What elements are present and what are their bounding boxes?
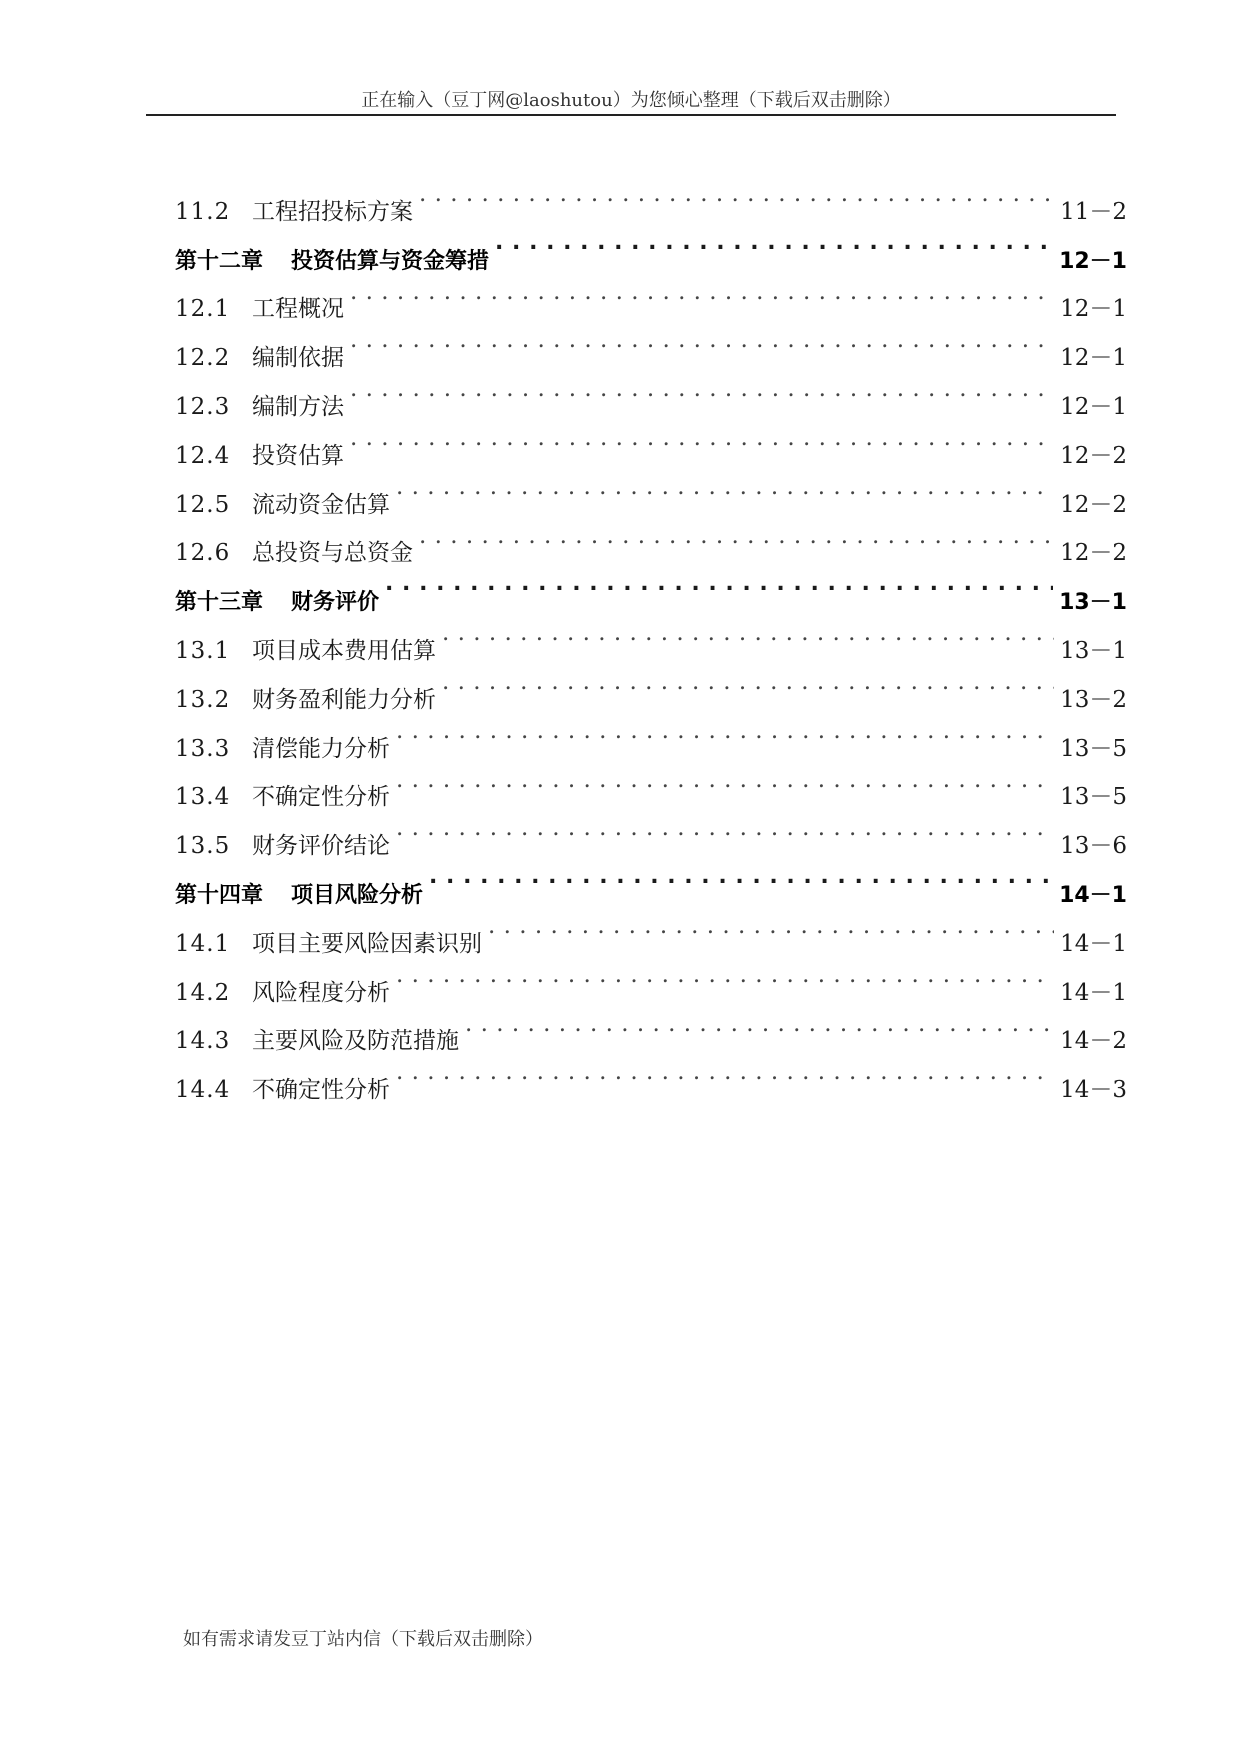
toc-entry-title: 清偿能力分析 — [252, 735, 390, 762]
toc-dot-leader — [442, 658, 1054, 707]
header-divider — [146, 114, 1116, 116]
toc-dot-leader — [396, 1048, 1054, 1097]
toc-entry-number: 13.3 — [175, 735, 231, 762]
toc-entry-title: 投资估算与资金筹措 — [291, 248, 490, 274]
toc-entry-title: 流动资金估算 — [252, 491, 390, 518]
toc-dot-leader — [488, 902, 1054, 951]
toc-entry-page: 12－2 — [1060, 540, 1127, 567]
toc-section-entry[interactable] — [175, 170, 1127, 225]
toc-entry-number: 第十三章 — [175, 590, 264, 616]
toc-dot-leader — [396, 463, 1054, 512]
toc-dot-leader — [396, 804, 1054, 853]
toc-entry-number: 12.3 — [175, 393, 231, 420]
toc-entry-page: 14－1 — [1059, 882, 1127, 908]
toc-entry-number: 13.4 — [175, 784, 231, 811]
toc-entry-page: 12－1 — [1060, 393, 1127, 420]
toc-dot-leader — [396, 707, 1054, 756]
toc-entry-page: 13－1 — [1060, 637, 1127, 664]
toc-entry-number: 13.5 — [175, 833, 231, 860]
toc-entry-number: 14.3 — [175, 1028, 231, 1055]
toc-entry-page: 12－2 — [1060, 491, 1127, 518]
toc-dot-leader — [442, 609, 1054, 658]
toc-entry-number: 14.2 — [175, 979, 231, 1006]
toc-entry-number: 12.5 — [175, 491, 231, 518]
toc-entry-number: 第十二章 — [175, 248, 264, 274]
toc-entry-title: 财务评价 — [291, 590, 380, 616]
toc-entry-title: 财务评价结论 — [252, 833, 390, 860]
toc-entry-page: 14－3 — [1060, 1077, 1127, 1104]
toc-dot-leader — [396, 951, 1054, 1000]
toc-entry-page: 13－6 — [1060, 833, 1127, 860]
toc-entry-number: 13.2 — [175, 686, 231, 713]
toc-dot-leader — [396, 756, 1054, 805]
toc-entry-number: 14.4 — [175, 1077, 231, 1104]
toc-entry-page: 14－1 — [1060, 979, 1127, 1006]
toc-entry-page: 13－2 — [1060, 686, 1127, 713]
toc-entry-title: 工程概况 — [252, 296, 344, 323]
toc-dot-leader — [465, 1000, 1054, 1049]
page-footer: 如有需求请发豆丁站内信（下载后双击删除） — [183, 1629, 543, 1650]
toc-entry-title: 不确定性分析 — [252, 784, 390, 811]
toc-entry-title: 编制依据 — [252, 345, 344, 372]
toc-entry-title: 项目风险分析 — [291, 882, 424, 908]
toc-entry-title: 项目主要风险因素识别 — [252, 930, 482, 957]
toc-dot-leader — [495, 219, 1053, 268]
toc-entry-number: 12.2 — [175, 345, 231, 372]
toc-dot-leader — [350, 268, 1054, 317]
toc-entry-number: 12.1 — [175, 296, 231, 323]
toc-entry-page: 12－1 — [1060, 296, 1127, 323]
page-header: 正在输入（豆丁网@laoshutou）为您倾心整理（下载后双击删除） — [361, 90, 901, 111]
toc-entry-number: 14.1 — [175, 930, 231, 957]
toc-entry-number: 12.6 — [175, 540, 231, 567]
toc-entry-page: 13－5 — [1060, 735, 1127, 762]
toc-dot-leader — [419, 512, 1054, 561]
toc-entry-title: 风险程度分析 — [252, 979, 390, 1006]
toc-entry-page: 12－2 — [1060, 442, 1127, 469]
toc-entry-number: 第十四章 — [175, 882, 264, 908]
toc-entry-title: 不确定性分析 — [252, 1077, 390, 1104]
toc-entry-page: 13－5 — [1060, 784, 1127, 811]
toc-entry-title: 财务盈利能力分析 — [252, 686, 436, 713]
toc-entry-title: 总投资与总资金 — [252, 540, 413, 567]
toc-entry-page: 12－1 — [1060, 345, 1127, 372]
toc-entry-number: 13.1 — [175, 637, 231, 664]
toc-entry-page: 12－1 — [1059, 248, 1127, 274]
toc-entry-title: 主要风险及防范措施 — [252, 1028, 459, 1055]
toc-dot-leader — [419, 170, 1054, 219]
toc-dot-leader — [350, 365, 1054, 414]
toc-entry-title: 项目成本费用估算 — [252, 637, 436, 664]
toc-entry-title: 投资估算 — [252, 442, 344, 469]
toc-entry-page: 14－2 — [1060, 1028, 1127, 1055]
table-of-contents — [175, 170, 1127, 1104]
toc-entry-title: 工程招投标方案 — [252, 198, 413, 225]
toc-entry-page: 11－2 — [1060, 198, 1127, 225]
toc-entry-number: 12.4 — [175, 442, 231, 469]
toc-entry-number: 11.2 — [175, 198, 231, 225]
toc-entry-title: 编制方法 — [252, 393, 344, 420]
toc-dot-leader — [429, 853, 1053, 902]
toc-dot-leader — [350, 316, 1054, 365]
toc-dot-leader — [350, 414, 1054, 463]
toc-dot-leader — [385, 560, 1053, 609]
toc-entry-page: 13－1 — [1059, 590, 1127, 616]
toc-entry-page: 14－1 — [1060, 930, 1127, 957]
